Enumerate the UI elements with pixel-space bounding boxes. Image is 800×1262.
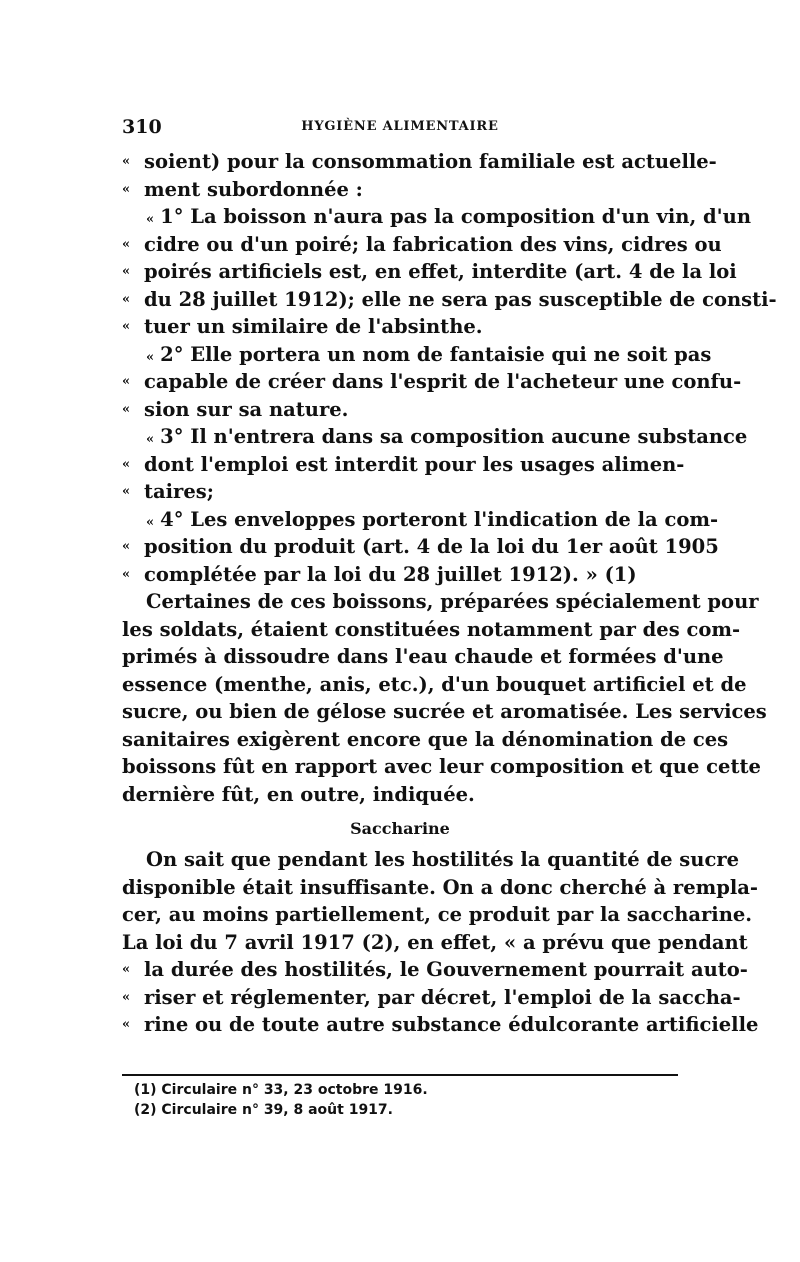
running-title: HYGIÈNE ALIMENTAIRE: [301, 119, 499, 134]
line-text: poirés artificiels est, en effet, interdite (art. 4 de la loi: [144, 260, 737, 283]
text-line: [122, 176, 678, 204]
line-text: ment subordonnée :: [144, 177, 363, 201]
line-text: cidre ou d'un poiré; la fabrication des vins, cidres ou: [144, 232, 722, 256]
quote-mark: «: [122, 566, 131, 582]
line-text: Certaines de ces boissons, préparées spécialement pour: [146, 590, 759, 613]
text-line: [122, 533, 719, 561]
line-text: les soldats, étaient constituées notamment par des com-: [122, 617, 741, 641]
line-text: boissons fût en rapport avec leur composition et que cette: [122, 755, 761, 778]
line-text: 1° La boisson n'aura pas la composition d'un vin, d'un: [160, 205, 751, 228]
text-line: [122, 616, 741, 644]
body-text: [122, 148, 777, 1039]
quote-mark: «: [146, 349, 155, 365]
text-line: [122, 313, 678, 341]
text-line: [122, 781, 678, 809]
footnote-2: (2) Circulaire n° 39, 8 août 1917.: [134, 1102, 393, 1118]
line-text: tuer un similaire de l'absinthe.: [144, 315, 483, 338]
text-line: [122, 203, 751, 231]
line-text: 2° Elle portera un nom de fantaisie qui ne soit pas: [160, 342, 712, 366]
line-text: la durée des hostilités, le Gouvernement pourrait auto-: [144, 958, 748, 981]
footnote-rule: [122, 1074, 678, 1076]
line-text: sion sur sa nature.: [144, 397, 349, 421]
text-line: [122, 231, 722, 259]
text-line: [122, 561, 678, 589]
paragraph-saccharine: [122, 846, 759, 1039]
line-text: soient) pour la consommation familiale est actuelle-: [144, 150, 717, 173]
line-text: riser et réglementer, par décret, l'emploi de la saccha-: [144, 985, 741, 1009]
text-line: [122, 956, 748, 984]
text-line: [122, 506, 719, 534]
quote-mark: «: [122, 962, 131, 977]
text-line: [122, 1011, 759, 1039]
line-text: 4° Les enveloppes porteront l'indication de la com-: [160, 507, 719, 531]
quote-mark: «: [122, 539, 131, 554]
page-header: [122, 116, 678, 140]
line-text: dont l'emploi est interdit pour les usages alimen-: [144, 452, 685, 476]
line-text: position du produit (art. 4 de la loi du 1er août 1905: [144, 535, 719, 558]
footnotes: [134, 1080, 674, 1120]
quote-mark: «: [122, 401, 131, 417]
line-text: cer, au moins partiellement, ce produit par la saccharine.: [122, 903, 753, 926]
quoted-decree: [122, 148, 777, 588]
text-line: [122, 286, 777, 314]
text-line: [122, 846, 740, 874]
quote-mark: «: [122, 374, 131, 389]
text-line: [122, 588, 759, 616]
quote-mark: «: [122, 154, 131, 169]
line-text: primés à dissoudre dans l'eau chaude et formées d'une: [122, 645, 724, 668]
quote-mark: «: [146, 212, 155, 227]
text-line: [122, 726, 729, 754]
line-text: taires;: [144, 480, 214, 503]
text-line: [122, 753, 761, 781]
text-line: [122, 698, 767, 726]
quote-mark: «: [146, 432, 155, 447]
text-line: [122, 929, 748, 957]
text-line: [122, 258, 737, 286]
text-line: [122, 148, 717, 176]
line-text: sucre, ou bien de gélose sucrée et aromatisée. Les services: [122, 700, 767, 723]
text-line: [122, 368, 742, 396]
page-number: 310: [122, 116, 162, 138]
text-line: [122, 478, 678, 506]
line-text: dernière fût, en outre, indiquée.: [122, 782, 475, 806]
text-line: [122, 901, 753, 929]
text-line: [122, 671, 747, 699]
line-text: disponible était insuffisante. On a donc cherché à rempla-: [122, 875, 759, 899]
quote-mark: «: [122, 989, 131, 1005]
line-text: On sait que pendant les hostilités la quantité de sucre: [146, 848, 740, 871]
line-text: du 28 juillet 1912); elle ne sera pas susceptible de consti-: [144, 287, 777, 311]
quote-mark: «: [122, 484, 131, 499]
footnote-1: (1) Circulaire n° 33, 23 octobre 1916.: [134, 1082, 428, 1098]
quote-mark: «: [122, 319, 131, 334]
text-line: [122, 874, 759, 902]
line-text: 3° Il n'entrera dans sa composition aucune substance: [160, 425, 748, 448]
text-line: [122, 396, 678, 424]
text-line: [122, 451, 685, 479]
line-text: essence (menthe, anis, etc.), d'un bouquet artificiel et de: [122, 672, 747, 696]
line-text: La loi du 7 avril 1917 (2), en effet, « a prévu que pendant: [122, 930, 748, 954]
quote-mark: «: [122, 264, 131, 279]
quote-mark: «: [122, 236, 131, 252]
section-heading: Saccharine: [350, 819, 450, 838]
text-line: [122, 643, 724, 671]
text-line: [122, 341, 712, 369]
quote-mark: «: [146, 514, 155, 530]
line-text: capable de créer dans l'esprit de l'acheteur une confu-: [144, 370, 742, 393]
quote-mark: «: [122, 1017, 131, 1032]
line-text: complétée par la loi du 28 juillet 1912). » (1): [144, 562, 637, 586]
text-line: [122, 984, 741, 1012]
line-text: sanitaires exigèrent encore que la dénomination de ces: [122, 727, 729, 751]
text-line: [122, 423, 748, 451]
quote-mark: «: [122, 456, 131, 472]
quote-mark: «: [122, 291, 131, 307]
quote-mark: «: [122, 181, 131, 197]
line-text: rine ou de toute autre substance édulcorante artificielle: [144, 1013, 759, 1036]
paragraph-soldier-drinks: [122, 588, 767, 808]
